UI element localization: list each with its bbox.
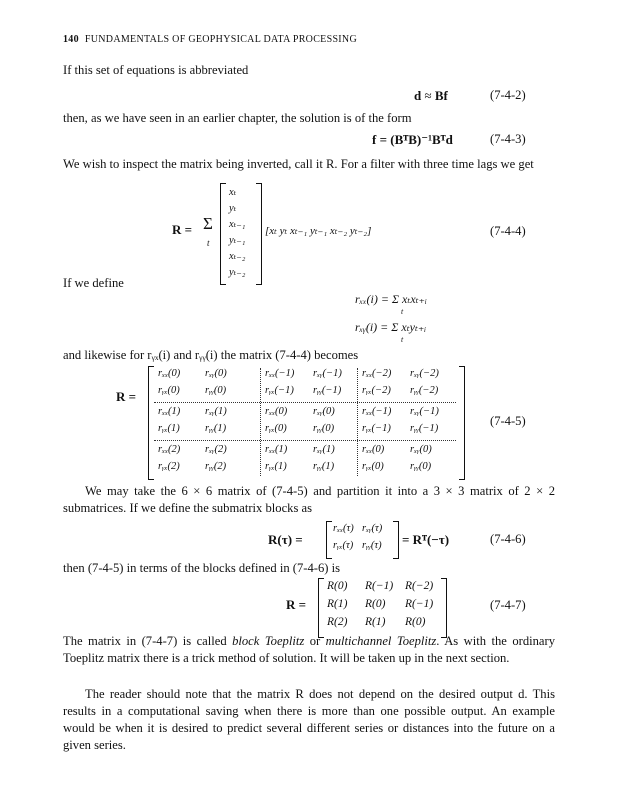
matrix-cell: rₓᵧ(−2)	[410, 368, 439, 379]
partition-line	[154, 402, 456, 403]
eq-lhs: R =	[286, 597, 307, 612]
definition-rxy: rₓᵧ(i) = Σ xₜyₜ₊ᵢ	[355, 320, 427, 334]
equation-7-4-3: f = (BᵀB)⁻¹Bᵀd	[372, 132, 453, 147]
eq-op: ≈	[424, 88, 432, 103]
eq-label-7-4-4: (7-4-4)	[490, 224, 526, 238]
block-matrix-cell: R(−2)	[405, 580, 434, 592]
matrix-cell: rₓᵧ(0)	[205, 368, 227, 379]
matrix-cell: rᵧᵧ(0)	[410, 461, 432, 472]
block-matrix-cell: R(2)	[327, 616, 348, 628]
eq-label-7-4-5: (7-4-5)	[490, 414, 526, 428]
def-sum-index: t	[401, 307, 404, 316]
paragraph-3: We wish to inspect the matrix being inverted, call it R. For a filter with three time lags we get	[63, 157, 534, 171]
block-matrix-cell: R(1)	[327, 598, 348, 610]
block-matrix-cell: R(−1)	[365, 580, 394, 592]
column-entry: xₜ	[229, 187, 237, 198]
column-entry: xₜ₋₁	[229, 219, 246, 230]
eq-label-7-4-2: (7-4-2)	[490, 88, 526, 102]
matrix-cell: rᵧᵧ(0)	[205, 385, 227, 396]
matrix-cell: rₓₓ(0)	[362, 444, 385, 455]
sum-index: t	[207, 238, 210, 248]
matrix-cell: rₓₓ(0)	[265, 406, 288, 417]
matrix-cell: rₓₓ(0)	[158, 368, 181, 379]
term-multichannel-toeplitz: multichannel Toeplitz	[325, 634, 437, 648]
column-entry: yₜ₋₂	[229, 267, 246, 278]
matrix-cell: rₓᵧ(2)	[205, 444, 227, 455]
eq-rhs: = Rᵀ(−τ)	[402, 532, 450, 547]
block-matrix-cell: R(1)	[365, 616, 386, 628]
sum-symbol: Σ	[203, 214, 213, 233]
block-cell: rᵧᵧ(τ)	[362, 540, 382, 551]
paragraph-2: then, as we have seen in an earlier chapter, the solution is of the form	[63, 111, 412, 125]
matrix-cell: rₓₓ(−2)	[362, 368, 392, 379]
right-bracket	[393, 521, 399, 559]
matrix-cell: rₓᵧ(−1)	[410, 406, 439, 417]
matrix-cell: rᵧₓ(1)	[158, 423, 180, 434]
matrix-cell: rₓᵧ(0)	[410, 444, 432, 455]
paragraph-1: If this set of equations is abbreviated	[63, 63, 249, 77]
column-entry: yₜ₋₁	[229, 235, 246, 246]
block-matrix-cell: R(−1)	[405, 598, 434, 610]
left-bracket	[220, 183, 226, 285]
left-bracket	[148, 366, 154, 480]
matrix-cell: rₓₓ(2)	[158, 444, 181, 455]
matrix-cell: rᵧᵧ(−1)	[410, 423, 439, 434]
running-header	[63, 34, 357, 45]
column-entry: xₜ₋₂	[229, 251, 246, 262]
matrix-cell: rᵧᵧ(−1)	[313, 385, 342, 396]
block-cell: rₓᵧ(τ)	[362, 523, 383, 534]
right-bracket	[459, 366, 465, 480]
matrix-cell: rᵧᵧ(1)	[313, 461, 335, 472]
paragraph-6: We may take the 6 × 6 matrix of (7-4-5) and partition it into a 3 × 3 matrix of 2 × 2 submatrices. If we define the submatrix blocks as	[63, 484, 555, 515]
block-cell: rᵧₓ(τ)	[333, 540, 354, 551]
matrix-cell: rₓₓ(−1)	[362, 406, 392, 417]
paragraph-8	[63, 633, 555, 667]
block-matrix-cell: R(0)	[327, 580, 348, 592]
eq-label-7-4-6: (7-4-6)	[490, 532, 526, 546]
block-matrix-cell: R(0)	[365, 598, 386, 610]
eq-lhs: R =	[172, 222, 193, 237]
partition-line	[357, 368, 358, 476]
term-block-toeplitz: block Toeplitz	[232, 634, 305, 648]
paragraph-9: The reader should note that the matrix R does not depend on the desired output d. This results in a computational saving when there is more than one possible output. An example would be when it is desired to predict several different series or distances into the future on a given series.	[63, 687, 555, 752]
left-bracket	[326, 521, 332, 559]
def-sum-index: t	[401, 335, 404, 344]
book-title: FUNDAMENTALS OF GEOPHYSICAL DATA PROCESSING	[84, 34, 357, 45]
matrix-cell: rᵧₓ(0)	[362, 461, 384, 472]
matrix-cell: rₓₓ(−1)	[265, 368, 295, 379]
matrix-cell: rᵧᵧ(1)	[205, 423, 227, 434]
left-bracket	[318, 578, 324, 638]
right-bracket	[441, 578, 447, 638]
eq-label-7-4-7: (7-4-7)	[490, 598, 526, 612]
page-number: 140	[63, 34, 79, 45]
matrix-cell: rᵧₓ(1)	[265, 461, 287, 472]
paragraph-7: then (7-4-5) in terms of the blocks defined in (7-4-6) is	[63, 561, 340, 575]
eq-lhs: R(τ) =	[268, 532, 303, 547]
eq-label-7-4-3: (7-4-3)	[490, 132, 526, 146]
matrix-cell: rᵧₓ(−2)	[362, 385, 391, 396]
block-matrix-cell: R(0)	[405, 616, 426, 628]
equation-7-4-2	[414, 88, 448, 104]
text-run: The matrix in (7-4-7) is called	[63, 634, 233, 648]
matrix-cell: rₓᵧ(1)	[205, 406, 227, 417]
partition-line	[260, 368, 261, 476]
matrix-cell: rᵧₓ(0)	[265, 423, 287, 434]
matrix-cell: rₓᵧ(0)	[313, 406, 335, 417]
right-bracket	[256, 183, 262, 285]
block-cell: rₓₓ(τ)	[333, 523, 354, 534]
row-vector: [xₜ yₜ xₜ₋₁ yₜ₋₁ xₜ₋₂ yₜ₋₂]	[265, 225, 372, 237]
matrix-cell: rₓₓ(1)	[265, 444, 288, 455]
matrix-cell: rᵧₓ(−1)	[362, 423, 391, 434]
matrix-cell: rₓᵧ(1)	[313, 444, 335, 455]
matrix-cell: rₓₓ(1)	[158, 406, 181, 417]
text-run: or	[304, 634, 326, 648]
paragraph-4: If we define	[63, 276, 124, 290]
matrix-cell: rᵧₓ(2)	[158, 461, 180, 472]
column-entry: yₜ	[229, 203, 237, 214]
matrix-cell: rᵧₓ(0)	[158, 385, 180, 396]
matrix-cell: rᵧᵧ(2)	[205, 461, 227, 472]
matrix-cell: rᵧᵧ(−2)	[410, 385, 439, 396]
partition-line	[154, 440, 456, 441]
definition-rxx: rₓₓ(i) = Σ xₜxₜ₊ᵢ	[355, 292, 427, 306]
matrix-cell: rᵧᵧ(0)	[313, 423, 335, 434]
eq-lhs: d	[414, 88, 422, 103]
eq-rhs: Bf	[434, 88, 448, 103]
eq-lhs: R =	[116, 389, 137, 404]
matrix-cell: rₓᵧ(−1)	[313, 368, 342, 379]
paragraph-5: and likewise for rᵧₓ(i) and rᵧᵧ(i) the matrix (7-4-4) becomes	[63, 348, 359, 362]
text-run: . As with the ordinary Toeplitz matrix there is a trick method of solution. It will be taken up in the next section.	[63, 634, 555, 665]
matrix-cell: rᵧₓ(−1)	[265, 385, 294, 396]
